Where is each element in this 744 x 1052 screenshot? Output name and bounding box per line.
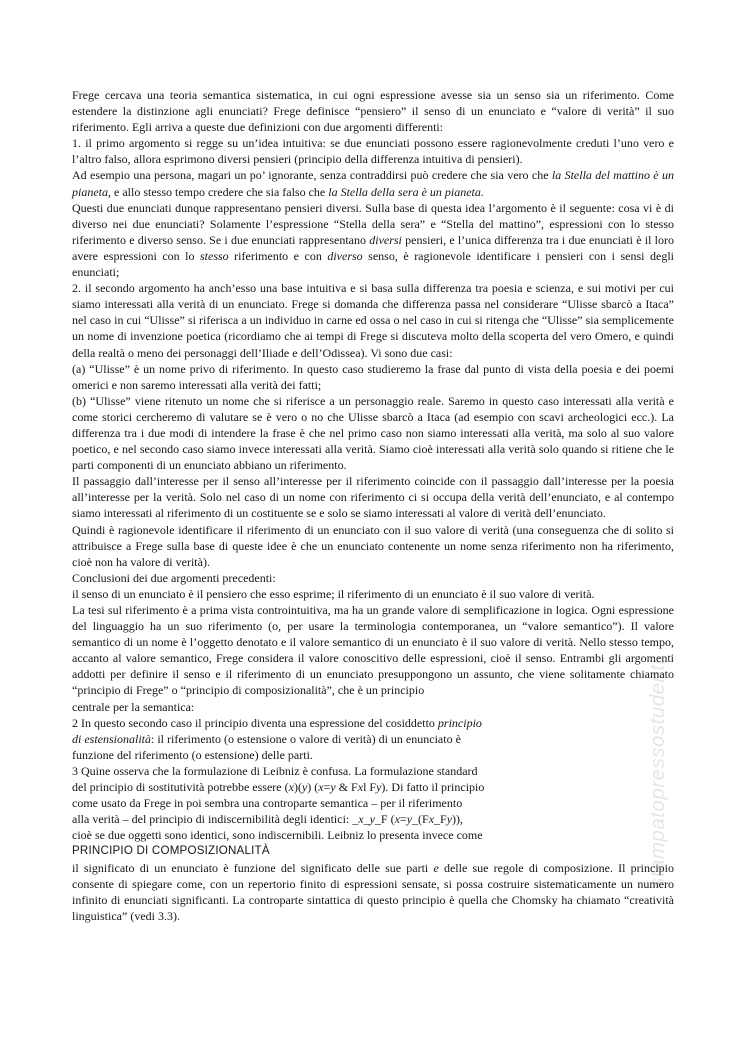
text-run: 3 Quine osserva che la formulazione di Leibniz è confusa. La formulazione standard xyxy=(72,763,478,778)
italic-text: x xyxy=(288,780,294,795)
text-run: = xyxy=(323,780,331,795)
text-run: Quindi è ragionevole identificare il riferimento di un enunciato con il suo valore di verità (una conseguenza che di solito si attribuisce a Frege sulla base di queste idee è che un enunciato contenente un nome senza riferimento non ha riferimento, cioè non ha valore di verità). xyxy=(72,522,674,569)
text-run: del principio di sostitutività potrebbe essere ( xyxy=(72,780,289,795)
text-run: )( xyxy=(293,780,302,795)
paragraph-example-stella xyxy=(72,167,674,199)
italic-text: la Stella della sera è un pianeta. xyxy=(328,184,484,199)
italic-text: principio xyxy=(437,715,482,730)
paragraph-second-argument xyxy=(72,280,674,360)
text-run: Ad esempio una persona, magari un po’ ignorante, senza contraddirsi può credere che sia vero che xyxy=(72,168,552,183)
footnote-2-line-1 xyxy=(72,715,674,731)
text-run: & F xyxy=(335,780,358,795)
text-run: Conclusioni dei due argomenti precedenti: xyxy=(72,570,276,585)
text-run: Frege cercava una teoria semantica sistematica, in cui ogni espressione avesse sia un senso sia un riferimento. Come estendere la distinzione agli enunciati? Frege definisce “pensiero” il senso di un enunciato e “valore di verità” il suo riferimento. Egli arriva a queste due definizioni con due argomenti differenti: xyxy=(72,88,674,135)
italic-text: y xyxy=(301,780,308,795)
text-run: il significato di un enunciato è funzione del significato delle sue parti xyxy=(72,860,434,875)
text-run: )), xyxy=(452,812,464,827)
text-run: , e allo stesso tempo credere che sia falso che xyxy=(108,184,329,199)
text-run: 2. il secondo argomento ha anch’esso una base intuitiva e si basa sulla differenza tra poesia e scienza, e sui motivi per cui siamo interessati alla verità di un enunciato. Frege si domanda che differenza passa nel considerare “Ulisse sbarcò a Itaca” nel caso in cui “Ulisse” si riferisca a un individuo in carne ed ossa o nel caso in cui si ritenga che “Ulisse” sia semplicemente un nome di invenzione poetica (ricordiamo che ai tempi di Frege si discuteva molto della scoperta del vero Omero, e quindi della realtà o meno dei personaggi dell’Iliade e dell’Odissea). Vi sono due casi: xyxy=(72,281,674,360)
italic-text: x xyxy=(394,812,400,827)
italic-text: e xyxy=(433,860,439,875)
paragraph-case-a xyxy=(72,361,674,393)
text-run: pensieri, e l’unica differenza tra i due enunciati è il loro avere espressioni con lo xyxy=(72,232,674,263)
paragraph-composizionalita xyxy=(72,860,674,924)
text-run: l F xyxy=(363,780,377,795)
paragraph-conclusions xyxy=(72,586,674,602)
paragraph-intro xyxy=(72,87,674,135)
footnote-3-line-4 xyxy=(72,811,674,827)
italic-text: x xyxy=(318,780,324,795)
text-run: cioè se due oggetti sono identici, sono indiscernibili. Leibniz lo presenta invece come xyxy=(72,828,483,843)
text-run: alla verità – del principio di indiscernibilità degli identici: _ xyxy=(72,812,359,827)
text-run: senso, è ragionevole identificare i pensieri con i sensi degli enunciati; xyxy=(72,248,674,280)
footnote-2-line-3 xyxy=(72,747,674,763)
paragraph-sense-to-reference xyxy=(72,473,674,521)
text-run: : il riferimento (o estensione o valore di verità) di un enunciato è xyxy=(151,731,461,746)
paragraph-central-semantics xyxy=(72,699,674,715)
italic-text: y xyxy=(376,780,382,795)
italic-text: di estensionalità xyxy=(72,731,151,746)
footnote-3-line-3 xyxy=(72,795,674,811)
text-run: Questi due enunciati dunque rappresentano pensieri diversi. Sulla base di questa idea l’argomento è il seguente: cosa vi è di diverso nei due enunciati? Solamente l’espressione “Stella della sera” e “Stella del mattino”, espressioni con lo stesso riferimento e diverso senso. Se i due enunciati rappresentano xyxy=(72,200,674,247)
italic-text: x xyxy=(428,812,435,827)
text-run: _(F xyxy=(412,812,429,827)
italic-text: x xyxy=(358,812,364,827)
paragraph-different-thoughts xyxy=(72,200,674,280)
paragraph-conclusions-heading xyxy=(72,570,674,586)
text-run: riferimento e con xyxy=(228,248,328,263)
text-run: come usato da Frege in poi sembra una controparte semantica – per il riferimento xyxy=(72,796,463,811)
text-run: delle sue regole di composizione. Il principio consente di spiegare come, con un repertorio finito di espressioni sensate, si possa costruire sistematicamente un numero infinito di enunciati significanti. La controparte sintattica di questo principio è quella che Chomsky ha chiamato “creatività linguistica” (vedi 3.3). xyxy=(72,860,675,923)
italic-text: y xyxy=(330,780,336,795)
paragraph-truth-value xyxy=(72,522,674,570)
footnote-3-line-1 xyxy=(72,763,674,779)
text-run: PRINCIPIO DI COMPOSIZIONALITÀ xyxy=(72,844,270,858)
text-run: funzione del riferimento (o estensione) delle parti. xyxy=(72,747,313,762)
text-run: 1. il primo argomento si regge su un’idea intuitiva: se due enunciati possono essere ragionevolmente creduti l’uno vero e l’altro falso, allora esprimono diversi pensieri (principio della differenza intuitiva di pensieri). xyxy=(72,136,674,167)
paragraph-case-b xyxy=(72,393,674,473)
text-run: ) ( xyxy=(307,780,319,795)
section-heading-composizionalita xyxy=(72,843,674,859)
paragraph-first-argument xyxy=(72,135,674,167)
footnote-2-line-2 xyxy=(72,731,674,747)
italic-text: y xyxy=(406,812,413,827)
italic-text: la Stella del mattino è un pianeta xyxy=(72,168,674,199)
paragraph-reference-thesis xyxy=(72,602,674,699)
watermark-text: stampatopressostudenti xyxy=(646,659,669,888)
italic-text: diversi xyxy=(369,232,402,247)
text-run: centrale per la semantica: xyxy=(72,699,195,714)
text-run: ). Di fatto il principio xyxy=(381,780,485,795)
text-run: il senso di un enunciato è il pensiero che esso esprime; il riferimento di un enunciato è il suo valore di verità. xyxy=(72,586,595,601)
footnote-3-line-5 xyxy=(72,827,674,843)
text-run: = xyxy=(399,812,407,827)
text-run: (a) “Ulisse” è un nome privo di riferimento. In questo caso studieremo la frase dal punto di vista della poesia e dei poemi omerici e non saremo interessati alla verità dei fatti; xyxy=(72,361,674,392)
text-run: _F xyxy=(434,812,447,827)
italic-text: y xyxy=(369,812,375,827)
text-run: _F ( xyxy=(374,812,395,827)
italic-text: diverso xyxy=(327,248,363,263)
italic-text: x xyxy=(357,780,364,795)
italic-text: stesso xyxy=(200,248,229,263)
footnote-3-line-2 xyxy=(72,779,674,795)
text-run: 2 In questo secondo caso il principio diventa una espressione del cosiddetto xyxy=(72,715,438,730)
italic-text: y xyxy=(446,812,453,827)
document-body xyxy=(72,87,674,924)
text-run: La tesi sul riferimento è a prima vista controintuitiva, ma ha un grande valore di semplificazione in logica. Ogni espressione del linguaggio ha un suo riferimento (o, per usare la terminologia contemporanea, un “valore semantico”). Il valore semantico di un nome è l’oggetto denotato e il valore semantico di un enunciato è il suo valore di verità. Nello stesso tempo, accanto al valore semantico, Frege considera il valore conoscitivo delle espressioni, cioè il senso. Entrambi gli argomenti addotti per definire il senso e il riferimento di un enunciato presuppongono un assunto, che viene solitamente chiamato “principio di Frege” o “principio di composizionalità”, che è un principio xyxy=(72,603,674,698)
text-run: Il passaggio dall’interesse per il senso all’interesse per il riferimento coincide con il passaggio dall’interesse per la poesia all’interesse per la verità. Solo nel caso di un nome con riferimento ci si occupa della verità dell’enunciato, e al contempo siamo interessati al riferimento di un costituente se e solo se siamo interessati al valore di verità dell’enunciato. xyxy=(72,474,674,521)
text-run: _ xyxy=(363,812,370,827)
text-run: (b) “Ulisse” viene ritenuto un nome che si riferisce a un personaggio reale. Saremo in questo caso interessati alla verità e come storici cercheremo di valutare se è vero o no che Ulisse sbarcò a Itaca (ad esempio con scavi archeologici ecc.). La differenza tra i due modi di intendere la frase è che nel primo caso non siamo interessati alla verità, ma solo al suo valore poetico, e nel secondo caso siamo invece interessati alla verità. Siamo cioè interessati alla verità solo quando si ritiene che le parti componenti di un enunciato abbiano un riferimento. xyxy=(72,393,674,473)
